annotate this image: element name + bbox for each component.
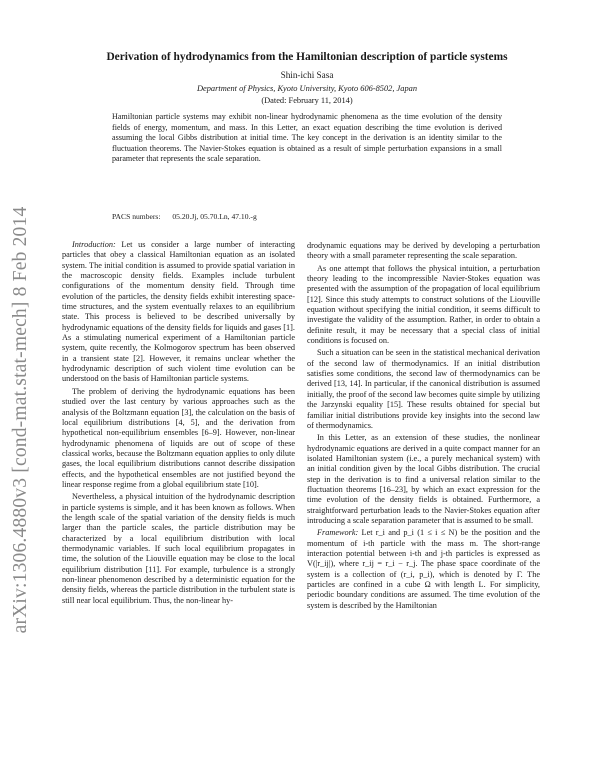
pacs-numbers [112, 212, 502, 221]
paper-title: Derivation of hydrodynamics from the Hamiltonian description of particle systems [106, 51, 508, 63]
intro-text-1: Let us consider a large number of interacting particles that obey a classical Hamiltonian equation as an isolated system. The initial condition is assumed to provide spatial variation in the macroscopic density fields. Examples include turbulent configurations of the momentum density field. Through time evolution of the particles, the density fields exhibit interesting space-time structures, and the system eventually relaxes to an equilibrium state. This process is believed to be described universally by hydrodynamic equations of the density fields for liquids and gases [1]. As a stimulating numerical experiment of a Hamiltonian particle system, quite recently, the Kolmogorov spectrum has been observed in a transient state [2]. However, it remains unclear whether the hydrodynamic description of such violent time evolution can be understood on the basis of Hamiltonian particle systems. [62, 240, 295, 384]
abstract: Hamiltonian particle systems may exhibit non-linear hydrodynamic phenomena as the time evolution of the density fields of energy, momentum, and mass. In this Letter, an exact equation describing the time evolution is derived assuming the local Gibbs distribution at initial time. The key concept in the derivation is an identity similar to the fluctuation theorems. The Navier-Stokes equation is obtained as a result of simple perturbation expansions in a small parameter that represents the scale separation. [112, 112, 502, 163]
arxiv-id-text: arXiv:1306.4880v3 [cond-mat.stat-mech] 8 Feb 2014 [10, 206, 31, 634]
author-affiliation: Department of Physics, Kyoto University, Kyoto 606-8502, Japan [196, 84, 418, 93]
paragraph-this-letter: In this Letter, as an extension of these studies, the nonlinear hydrodynamic equations are derived in a quite compact manner for an isolated Hamiltonian system (i.e., a purely mechanical system) with an initial condition given by the local Gibbs distribution. The crucial step in the derivation is to find a universal relation similar to the fluctuation theorems [16–23], by which an exact expression for the time evolution of the density fields is obtained. Furthermore, a straightforward perturbation leads to the Navier-Stokes equation after introducing a scale separation parameter that is assumed to be small. [307, 433, 540, 525]
pacs-values: 05.20.Jj, 05.70.Ln, 47.10.-g [172, 212, 257, 221]
arxiv-identifier-stamp [6, 150, 36, 690]
intro-paragraph-3: Nevertheless, a physical intuition of the hydrodynamic description in particle systems is simple, and it has been known as follows. When the length scale of the spatial variation of the density fields is much larger than the particle scales, the particle distribution may be characterized by a local equilibrium distribution with local thermodynamic variables. If such local equilibrium propagates in time, the solution of the Liouville equation may be close to the local equilibrium distribution [11]. For example, turbulence is a strongly non-linear phenomenon described by a deterministic equation for the density fields, whereas the particle distribution in the turbulent state is still near local equilibrium. Thus, the non-linear hy- [62, 492, 295, 605]
section-lead-framework: Framework: [317, 528, 359, 538]
intro-paragraph-1 [62, 240, 295, 385]
pacs-label: PACS numbers: [112, 212, 161, 221]
paragraph-second-law: Such a situation can be seen in the statistical mechanical derivation of the second law of thermodynamics. If an initial distribution satisfies some conditions, the second law of thermodynamics can be derived [13, 14]. In particular, if the canonical distribution is assumed initially, the proof of the second law becomes quite simple by utilizing the Jarzynski equality [15]. These results obtained for special but familiar initial distributions provide key insights into the second law of thermodynamics. [307, 348, 540, 430]
intro-paragraph-2: The problem of deriving the hydrodynamic equations has been studied over the last century by various approaches such as the analysis of the Boltzmann equation [3], the calculation on the basis of local equilibrium distributions [4, 5], and the derivation from hypothetical non-equilibrium ensembles [6–9]. However, non-linear hydrodynamic phenomena of liquids are out of scope of these classical works, because the Boltzmann equation applies to only dilute gases, the local equilibrium distributions cannot describe dissipation effects, and the hypothetical ensembles are not justified beyond the linear response regime from a global equilibrium state [10]. [62, 386, 295, 489]
framework-paragraph [307, 528, 540, 611]
date-line: (Dated: February 11, 2014) [261, 96, 353, 105]
paragraph-perturbation: As one attempt that follows the physical intuition, a perturbation theory leading to the incompressible Navier-Stokes equation was presented with the assumption of the propagation of local equilibrium [12]. Since this study attempts to construct solutions of the Liouville equation without specifying the initial condition, it seems difficult to investigate the validity of the assumption. Rather, in order to obtain a definite result, it may be necessary that a special class of initial conditions is focused on. [307, 263, 540, 346]
continued-paragraph: drodynamic equations may be derived by developing a perturbation theory with a small parameter representing the scale separation. [307, 241, 540, 261]
framework-text: Let r_i and p_i (1 ≤ i ≤ N) be the position and the momentum of i-th particle with the mass m. The short-range interaction potential between i-th and j-th particles is expressed as V(|r_ij|), where r_ij = r_i − r_j. The phase space coordinate of the system is a collection of (r_i, p_i), which is denoted by Γ. The particles are confined in a cube Ω with length L. For simplicity, periodic boundary conditions are assumed. The time evolution of the system is described by the Hamiltonian [307, 528, 541, 610]
author-name: Shin-ichi Sasa [280, 70, 334, 80]
section-lead-introduction: Introduction: [72, 240, 116, 249]
right-column [307, 241, 540, 613]
left-column [62, 240, 295, 608]
